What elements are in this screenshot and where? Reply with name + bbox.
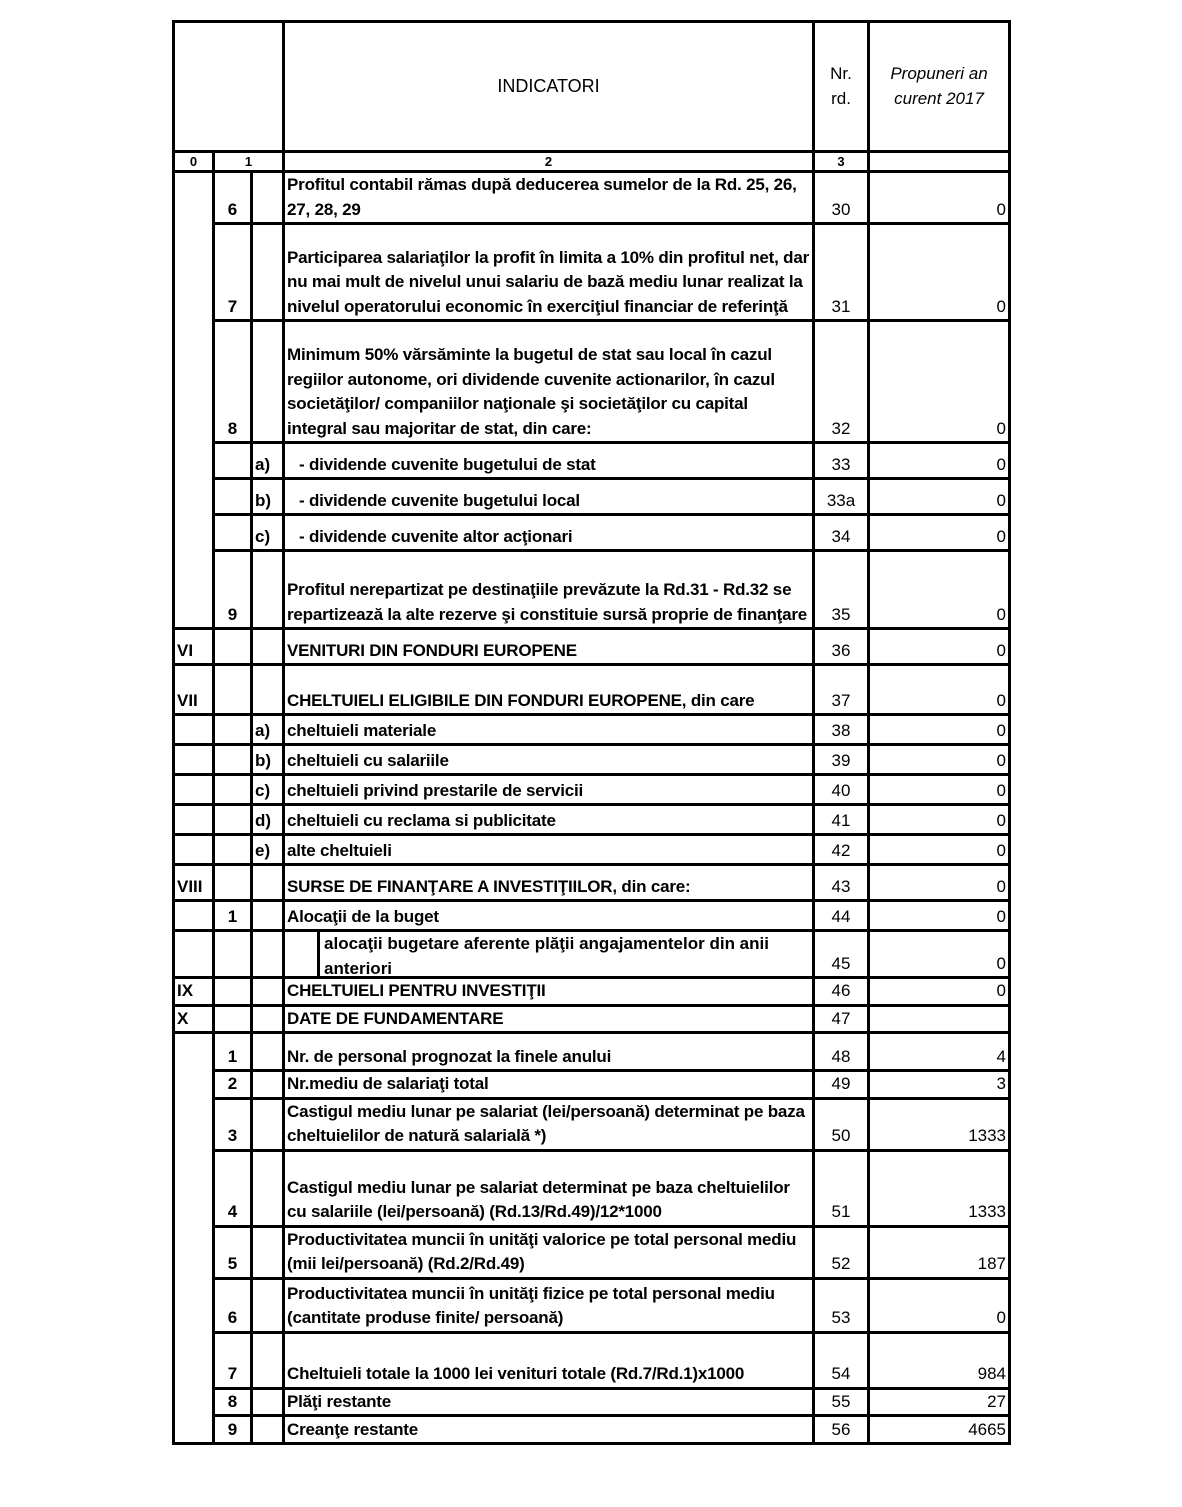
- item-number-cell: 8: [214, 1388, 252, 1416]
- sub-letter-cell: c): [252, 515, 284, 551]
- colnum-2: 2: [284, 152, 814, 172]
- table-row: [174, 629, 1010, 665]
- row-number-cell: 36: [814, 629, 869, 665]
- indicator-text-cell: CHELTUIELI PENTRU INVESTIŢII: [284, 978, 814, 1006]
- indent-divider: [285, 932, 320, 976]
- indicators-table: [172, 20, 1011, 1445]
- table-row: [174, 1332, 1010, 1388]
- indicator-text-cell: DATE DE FUNDAMENTARE: [284, 1005, 814, 1033]
- item-number-cell: [214, 775, 252, 805]
- proposal-value-cell[interactable]: 0: [869, 172, 1010, 224]
- item-number-cell: [214, 715, 252, 745]
- sub-letter-cell: c): [252, 775, 284, 805]
- row-number-cell: 48: [814, 1033, 869, 1071]
- table-row: [174, 835, 1010, 865]
- item-number-cell: [214, 931, 252, 978]
- row-number-cell: 45: [814, 931, 869, 978]
- sub-letter-cell: e): [252, 835, 284, 865]
- proposal-value-cell[interactable]: 0: [869, 629, 1010, 665]
- item-number-cell: [214, 835, 252, 865]
- sub-letter-cell: [252, 321, 284, 443]
- proposal-value-cell[interactable]: 0: [869, 715, 1010, 745]
- item-number-cell: 9: [214, 551, 252, 629]
- item-number-cell: 1: [214, 1033, 252, 1071]
- item-number-cell: 9: [214, 1416, 252, 1444]
- sub-letter-cell: [252, 901, 284, 931]
- sub-letter-cell: [252, 1033, 284, 1071]
- table-row: [174, 775, 1010, 805]
- header-propuneri: Propuneri an curent 2017: [869, 22, 1010, 152]
- table-row: [174, 479, 1010, 515]
- table-row: [174, 745, 1010, 775]
- indicator-text-cell: cheltuieli cu salariile: [284, 745, 814, 775]
- sub-letter-cell: [252, 1071, 284, 1099]
- indicator-text: alocaţii bugetare aferente plăţii angajamentelor din anii anteriori: [324, 934, 769, 978]
- proposal-value-cell[interactable]: 0: [869, 479, 1010, 515]
- table-row: [174, 1071, 1010, 1099]
- row-number-cell: 51: [814, 1150, 869, 1226]
- column-number-row: [174, 152, 1010, 172]
- colnum-0: 0: [174, 152, 214, 172]
- indicator-text-cell: Participarea salariaţilor la profit în limita a 10% din profitul net, dar nu mai mult de nivelul unui salariu de bază mediu lunar realizat la nivelul operatorului economic în exerciţiul financiar de referinţă: [284, 224, 814, 321]
- proposal-value-cell[interactable]: 0: [869, 551, 1010, 629]
- proposal-value-cell[interactable]: 0: [869, 865, 1010, 901]
- table-row: [174, 1033, 1010, 1071]
- row-number-cell: 32: [814, 321, 869, 443]
- row-number-cell: 41: [814, 805, 869, 835]
- indicator-text-cell: cheltuieli materiale: [284, 715, 814, 745]
- header-row: [174, 22, 1010, 152]
- item-number-cell: 8: [214, 321, 252, 443]
- sub-letter-cell: [252, 978, 284, 1006]
- proposal-value-cell[interactable]: 0: [869, 978, 1010, 1006]
- row-number-cell: 37: [814, 665, 869, 715]
- section-roman-cell: IX: [174, 978, 214, 1006]
- table-row: [174, 1098, 1010, 1150]
- row-number-cell: 39: [814, 745, 869, 775]
- item-number-cell: [214, 443, 252, 479]
- item-number-cell: 5: [214, 1226, 252, 1278]
- section-roman-cell: X: [174, 1005, 214, 1033]
- table-row: [174, 715, 1010, 745]
- proposal-value-cell[interactable]: 0: [869, 1278, 1010, 1332]
- item-number-cell: [214, 515, 252, 551]
- table-row: [174, 931, 1010, 978]
- row-number-cell: 33: [814, 443, 869, 479]
- sub-letter-cell: [252, 1005, 284, 1033]
- row-number-cell: 55: [814, 1388, 869, 1416]
- indicator-text-cell: Productivitatea muncii în unităţi fizice pe total personal mediu (cantitate produse finite/ persoană): [284, 1278, 814, 1332]
- proposal-value-cell[interactable]: 0: [869, 775, 1010, 805]
- section-roman-cell: [174, 931, 214, 978]
- row-number-cell: 44: [814, 901, 869, 931]
- sub-letter-cell: [252, 172, 284, 224]
- item-number-cell: [214, 479, 252, 515]
- indicator-text-cell: - dividende cuvenite bugetului local: [284, 479, 814, 515]
- indicator-text-cell: SURSE DE FINANŢARE A INVESTIŢIILOR, din care:: [284, 865, 814, 901]
- item-number-cell: [214, 978, 252, 1006]
- proposal-value-cell[interactable]: 0: [869, 745, 1010, 775]
- section-roman-cell: VII: [174, 665, 214, 715]
- indicator-text-cell: Plăţi restante: [284, 1388, 814, 1416]
- table-row: [174, 1278, 1010, 1332]
- proposal-value-cell[interactable]: [869, 1005, 1010, 1033]
- section-roman-cell: [174, 172, 214, 629]
- indicator-text-cell: Minimum 50% vărsăminte la bugetul de stat sau local în cazul regiilor autonome, ori dividende cuvenite actionarilor, în cazul societăţilor/ companiilor naţionale şi societăţilor cu capital integral sau majoritar de stat, din care:: [284, 321, 814, 443]
- row-number-cell: 40: [814, 775, 869, 805]
- row-number-cell: 56: [814, 1416, 869, 1444]
- section-roman-cell: [174, 1033, 214, 1444]
- indicator-text-cell: alte cheltuieli: [284, 835, 814, 865]
- sub-letter-cell: [252, 1098, 284, 1150]
- indicator-text-cell: Cheltuieli totale la 1000 lei venituri totale (Rd.7/Rd.1)x1000: [284, 1332, 814, 1388]
- sub-letter-cell: [252, 1226, 284, 1278]
- table-row: [174, 1416, 1010, 1444]
- indicator-text-cell: Profitul contabil rămas după deducerea sumelor de la Rd. 25, 26, 27, 28, 29: [284, 172, 814, 224]
- sub-letter-cell: a): [252, 443, 284, 479]
- indicator-text-cell: Creanţe restante: [284, 1416, 814, 1444]
- indicator-text-cell: Castigul mediu lunar pe salariat (lei/persoană) determinat pe baza cheltuielilor de natură salarială *): [284, 1098, 814, 1150]
- item-number-cell: [214, 665, 252, 715]
- row-number-cell: 35: [814, 551, 869, 629]
- item-number-cell: 6: [214, 1278, 252, 1332]
- item-number-cell: 7: [214, 224, 252, 321]
- proposal-value-cell[interactable]: 984: [869, 1332, 1010, 1388]
- row-number-cell: 42: [814, 835, 869, 865]
- proposal-value-cell[interactable]: 0: [869, 515, 1010, 551]
- item-number-cell: 1: [214, 901, 252, 931]
- sub-letter-cell: [252, 665, 284, 715]
- proposal-value-cell[interactable]: 0: [869, 901, 1010, 931]
- header-blank-cell: [174, 22, 284, 152]
- sub-letter-cell: [252, 1278, 284, 1332]
- section-roman-cell: VI: [174, 629, 214, 665]
- indicator-text-cell: Nr.mediu de salariaţi total: [284, 1071, 814, 1099]
- sub-letter-cell: [252, 931, 284, 978]
- table-row: [174, 1005, 1010, 1033]
- proposal-value-cell[interactable]: 0: [869, 835, 1010, 865]
- table-row: [174, 551, 1010, 629]
- sub-letter-cell: [252, 1388, 284, 1416]
- colnum-5: [869, 152, 1010, 172]
- sub-letter-cell: [252, 629, 284, 665]
- row-number-cell: 31: [814, 224, 869, 321]
- item-number-cell: [214, 629, 252, 665]
- section-roman-cell: [174, 805, 214, 835]
- colnum-3: 3: [814, 152, 869, 172]
- header-nr-rd: Nr. rd.: [814, 22, 869, 152]
- row-number-cell: 50: [814, 1098, 869, 1150]
- table-row: [174, 1226, 1010, 1278]
- indicator-text-cell: - dividende cuvenite bugetului de stat: [284, 443, 814, 479]
- row-number-cell: 47: [814, 1005, 869, 1033]
- colnum-1: 1: [214, 152, 284, 172]
- proposal-value-cell[interactable]: 0: [869, 321, 1010, 443]
- row-number-cell: 52: [814, 1226, 869, 1278]
- indicator-text-cell: Nr. de personal prognozat la finele anului: [284, 1033, 814, 1071]
- row-number-cell: 30: [814, 172, 869, 224]
- table-row: [174, 1150, 1010, 1226]
- section-roman-cell: VIII: [174, 865, 214, 901]
- section-roman-cell: [174, 835, 214, 865]
- row-number-cell: 49: [814, 1071, 869, 1099]
- row-number-cell: 53: [814, 1278, 869, 1332]
- table-row: [174, 805, 1010, 835]
- proposal-value-cell[interactable]: 0: [869, 665, 1010, 715]
- sub-letter-cell: [252, 865, 284, 901]
- item-number-cell: [214, 865, 252, 901]
- sub-letter-cell: a): [252, 715, 284, 745]
- row-number-cell: 46: [814, 978, 869, 1006]
- indicator-text-cell: - dividende cuvenite altor acţionari: [284, 515, 814, 551]
- item-number-cell: [214, 805, 252, 835]
- table-row: [174, 665, 1010, 715]
- table-row: [174, 224, 1010, 321]
- section-roman-cell: [174, 775, 214, 805]
- table-row: [174, 172, 1010, 224]
- proposal-value-cell[interactable]: 0: [869, 443, 1010, 479]
- header-indicatori: INDICATORI: [284, 22, 814, 152]
- row-number-cell: 43: [814, 865, 869, 901]
- row-number-cell: 34: [814, 515, 869, 551]
- indicator-text-cell: VENITURI DIN FONDURI EUROPENE: [284, 629, 814, 665]
- table-row: [174, 321, 1010, 443]
- table-row: [174, 901, 1010, 931]
- sub-letter-cell: [252, 1150, 284, 1226]
- indicator-text-cell: cheltuieli cu reclama si publicitate: [284, 805, 814, 835]
- table-row: [174, 1388, 1010, 1416]
- section-roman-cell: [174, 745, 214, 775]
- sub-letter-cell: b): [252, 479, 284, 515]
- sub-letter-cell: [252, 551, 284, 629]
- item-number-cell: 4: [214, 1150, 252, 1226]
- indicator-text-cell: Alocaţii de la buget: [284, 901, 814, 931]
- proposal-value-cell[interactable]: 1333: [869, 1098, 1010, 1150]
- sub-letter-cell: [252, 224, 284, 321]
- indicator-text-cell: Profitul nerepartizat pe destinaţiile prevăzute la Rd.31 - Rd.32 se repartizează la alte rezerve şi constituie sursă proprie de finanţare: [284, 551, 814, 629]
- item-number-cell: [214, 1005, 252, 1033]
- proposal-value-cell[interactable]: 0: [869, 224, 1010, 321]
- row-number-cell: 54: [814, 1332, 869, 1388]
- proposal-value-cell[interactable]: 0: [869, 931, 1010, 978]
- proposal-value-cell[interactable]: 187: [869, 1226, 1010, 1278]
- table-row: [174, 515, 1010, 551]
- proposal-value-cell[interactable]: 4: [869, 1033, 1010, 1071]
- indicator-text-cell: [284, 931, 814, 978]
- item-number-cell: 3: [214, 1098, 252, 1150]
- table-row: [174, 443, 1010, 479]
- indicator-text-cell: Castigul mediu lunar pe salariat determinat pe baza cheltuielilor cu salariile (lei/persoană) (Rd.13/Rd.49)/12*1000: [284, 1150, 814, 1226]
- section-roman-cell: [174, 715, 214, 745]
- item-number-cell: 7: [214, 1332, 252, 1388]
- indicator-text-cell: CHELTUIELI ELIGIBILE DIN FONDURI EUROPENE, din care: [284, 665, 814, 715]
- proposal-value-cell[interactable]: 4665: [869, 1416, 1010, 1444]
- proposal-value-cell[interactable]: 1333: [869, 1150, 1010, 1226]
- indicator-text-cell: cheltuieli privind prestarile de servicii: [284, 775, 814, 805]
- item-number-cell: 2: [214, 1071, 252, 1099]
- proposal-value-cell[interactable]: 3: [869, 1071, 1010, 1099]
- table-row: [174, 865, 1010, 901]
- proposal-value-cell[interactable]: 27: [869, 1388, 1010, 1416]
- row-number-cell: 38: [814, 715, 869, 745]
- sub-letter-cell: [252, 1332, 284, 1388]
- sub-letter-cell: b): [252, 745, 284, 775]
- item-number-cell: 6: [214, 172, 252, 224]
- item-number-cell: [214, 745, 252, 775]
- table-row: [174, 978, 1010, 1006]
- row-number-cell: 33a: [814, 479, 869, 515]
- sub-letter-cell: d): [252, 805, 284, 835]
- proposal-value-cell[interactable]: 0: [869, 805, 1010, 835]
- sub-letter-cell: [252, 1416, 284, 1444]
- indicator-text-cell: Productivitatea muncii în unităţi valorice pe total personal mediu (mii lei/persoană) (Rd.2/Rd.49): [284, 1226, 814, 1278]
- section-roman-cell: [174, 901, 214, 931]
